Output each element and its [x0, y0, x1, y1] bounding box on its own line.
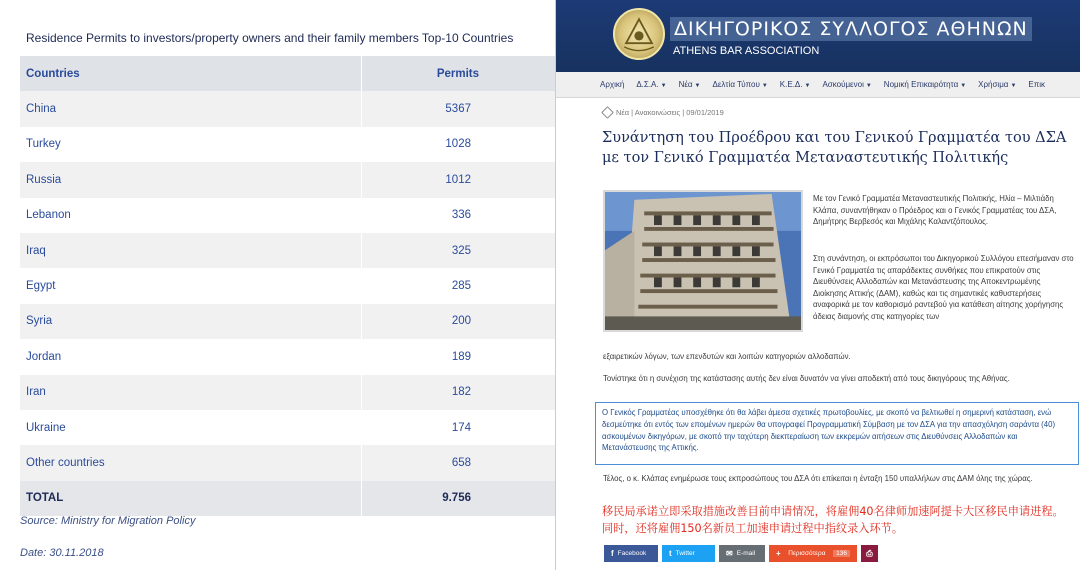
permits-cell: 189 [361, 339, 555, 374]
table-row [20, 198, 555, 233]
main-navigation [555, 72, 1080, 98]
article-paragraph-2: Στη συνάντηση, οι εκπρόσωποι του Δικηγορικού Συλλόγου επεσήμαναν στο Γενικό Γραμματέα τις απαράδεκτες συνθήκες που επικρατούν στις Διευθύνσεις Αλλοδαπών και Μετανάστευσης της Αποκεντρωμένης Διοίκησης Αττικής (ΔΑΜ), καθώς και τις σημαντικές καθυστερήσεις αναφορικά με τον καθορισμό ραντεβού για κατάθεση αίτησης χορήγησης άδειας διαμονής στις κατηγορίες των [813, 254, 1074, 321]
permits-cell: 658 [361, 445, 555, 480]
table-row [20, 127, 555, 162]
permits-cell: 200 [361, 304, 555, 339]
chevron-down-icon: ▼ [960, 83, 967, 89]
chevron-down-icon: ▼ [761, 83, 768, 89]
header-countries: Countries [26, 67, 80, 80]
twitter-icon: t [669, 549, 672, 558]
country-cell: Syria [26, 315, 53, 328]
panel-divider [555, 0, 556, 570]
nav-item-press[interactable]: Δελτία Τύπου ▼ [712, 80, 768, 89]
table-row [20, 445, 555, 480]
table-row [20, 233, 555, 268]
print-icon: ⎙ [866, 548, 873, 558]
nav-item-dsa[interactable]: Δ.Σ.Α. ▼ [636, 80, 667, 89]
table-row [20, 339, 555, 374]
chevron-down-icon: ▼ [694, 83, 701, 89]
chevron-down-icon: ▼ [865, 83, 872, 89]
article-paragraph-3: Τονίστηκε ότι η συνέχιση της κατάστασης αυτής δεν είναι δυνατόν να γίνει αποδεκτή από τους δικηγόρους της Αθήνας. [603, 374, 1010, 383]
country-cell: Egypt [26, 280, 56, 293]
table-row [20, 410, 555, 445]
country-cell: Lebanon [26, 209, 71, 222]
country-cell: Other countries [26, 456, 105, 469]
email-share-button[interactable]: ✉ E-mail [719, 545, 765, 562]
total-value: 9.756 [361, 481, 555, 516]
highlighted-paragraph: Ο Γενικός Γραμματέας υποσχέθηκε ότι θα λάβει άμεσα σχετικές πρωτοβουλίες, με σκοπό να βελτιωθεί η σημερινή κατάσταση, ενώ δεσμεύτηκε ότι εντός των επομένων ημερών θα υπογραφεί Προγραμματική Σύμβαση με τον ΔΣΑ για την απασχόληση σαράντα (40) ασκουμένων δικηγόρων, με σκοπό την ταχύτερη διεκπεραίωση των εκκρεμών αιτήσεων στις Διευθύνσεις Αλλοδαπών και Μετανάστευσης της Αττικής. [595, 402, 1079, 465]
tag-icon [601, 106, 614, 119]
permits-table [20, 56, 555, 516]
nav-item-news[interactable]: Νέα ▼ [678, 80, 701, 89]
permits-cell: 336 [361, 198, 555, 233]
permits-cell: 1028 [361, 127, 555, 162]
source-note: Source: Ministry for Migration Policy [20, 515, 196, 527]
table-header [20, 56, 555, 91]
more-share-button[interactable]: + Περισσότερα 136 [769, 545, 857, 562]
country-cell: Ukraine [26, 421, 66, 434]
chevron-down-icon: ▼ [804, 83, 811, 89]
total-row [20, 481, 555, 516]
article-paragraph-4: Τέλος, ο κ. Κλάπας ενημέρωσε τους εκπροσώπους του ΔΣΑ ότι επίκειται η ένταξη 150 υπαλλήλων στις ΔΑΜ όλης της χώρας. [603, 474, 1033, 483]
table-row [20, 375, 555, 410]
header-permits: Permits [361, 56, 555, 91]
article-title: Συνάντηση του Προέδρου και του Γενικού Γραμματέα του ΔΣΑ με τον Γενικό Γραμματέα Μεταναστευτικής Πολιτικής [602, 130, 1067, 166]
permits-cell: 174 [361, 410, 555, 445]
nav-item-contact[interactable]: Επικ [1028, 80, 1046, 89]
date-note: Date: 30.11.2018 [20, 547, 104, 559]
table-row [20, 162, 555, 197]
nav-item-ked[interactable]: Κ.Ε.Δ. ▼ [779, 80, 811, 89]
facebook-share-button[interactable]: f Facebook [604, 545, 658, 562]
nav-item-legal-news[interactable]: Νομική Επικαιρότητα ▼ [883, 80, 967, 89]
permits-cell: 325 [361, 233, 555, 268]
chinese-annotation: 移民局承诺立即采取措施改善目前申请情况，将雇佣40名律师加速阿提卡大区移民申请进程。同时，还将雇佣150名新员工加速申请过程中指纹录入环节。 [602, 505, 1064, 535]
table-row [20, 268, 555, 303]
country-cell: Russia [26, 173, 62, 186]
table-title: Residence Permits to investors/property owners and their family members Top-10 Countries [20, 22, 555, 56]
country-cell: Jordan [26, 350, 62, 363]
breadcrumb [603, 108, 724, 117]
breadcrumb-text[interactable]: Νέα | Ανακοινώσεις | 09/01/2019 [616, 108, 724, 117]
share-count: 136 [833, 550, 850, 557]
article-paragraph-1: Με τον Γενικό Γραμματέα Μεταναστευτικής Πολιτικής, Ηλία – Μιλτιάδη Κλάπα, συναντήθηκαν ο Πρόεδρος και ο Γενικός Γραμματέας του ΔΣΑ, Δημήτρης Βερβεσός και Μιχάλης Καλαντζόπουλος. [813, 194, 1057, 227]
plus-icon: + [776, 549, 781, 558]
permits-cell: 1012 [361, 162, 555, 197]
site-name-greek: ΔΙΚΗΓΟΡΙΚΟΣ ΣΥΛΛΟΓΟΣ ΑΘΗΝΩΝ [670, 17, 1032, 41]
nav-item-useful[interactable]: Χρήσιμα ▼ [978, 80, 1017, 89]
permits-cell: 285 [361, 268, 555, 303]
logo-emblem-icon [615, 10, 663, 58]
share-bar [604, 545, 878, 562]
site-header [555, 0, 1080, 72]
twitter-share-button[interactable]: t Twitter [662, 545, 715, 562]
country-cell: China [26, 103, 57, 116]
table-row [20, 91, 555, 126]
permits-cell: 182 [361, 375, 555, 410]
print-button[interactable] [861, 545, 878, 562]
chevron-down-icon: ▼ [660, 83, 667, 89]
article-panel [555, 0, 1080, 570]
permits-cell: 5367 [361, 91, 555, 126]
site-name-english: ATHENS BAR ASSOCIATION [673, 45, 820, 57]
building-photo [603, 190, 803, 332]
mail-icon: ✉ [726, 549, 733, 558]
chevron-down-icon: ▼ [1010, 83, 1017, 89]
bar-association-logo[interactable] [613, 8, 665, 60]
total-label: TOTAL [26, 492, 64, 505]
country-cell: Iran [26, 386, 46, 399]
facebook-icon: f [611, 549, 614, 558]
article-paragraph-2-continued: εξαιρετικών λόγων, των επενδυτών και λοιπών κατηγοριών αλλοδαπών. [603, 352, 851, 361]
nav-item-home[interactable]: Αρχική [600, 80, 625, 89]
building-image [605, 192, 801, 330]
table-row [20, 304, 555, 339]
country-cell: Iraq [26, 244, 46, 257]
country-cell: Turkey [26, 138, 61, 151]
nav-item-trainees[interactable]: Ασκούμενοι ▼ [822, 80, 872, 89]
